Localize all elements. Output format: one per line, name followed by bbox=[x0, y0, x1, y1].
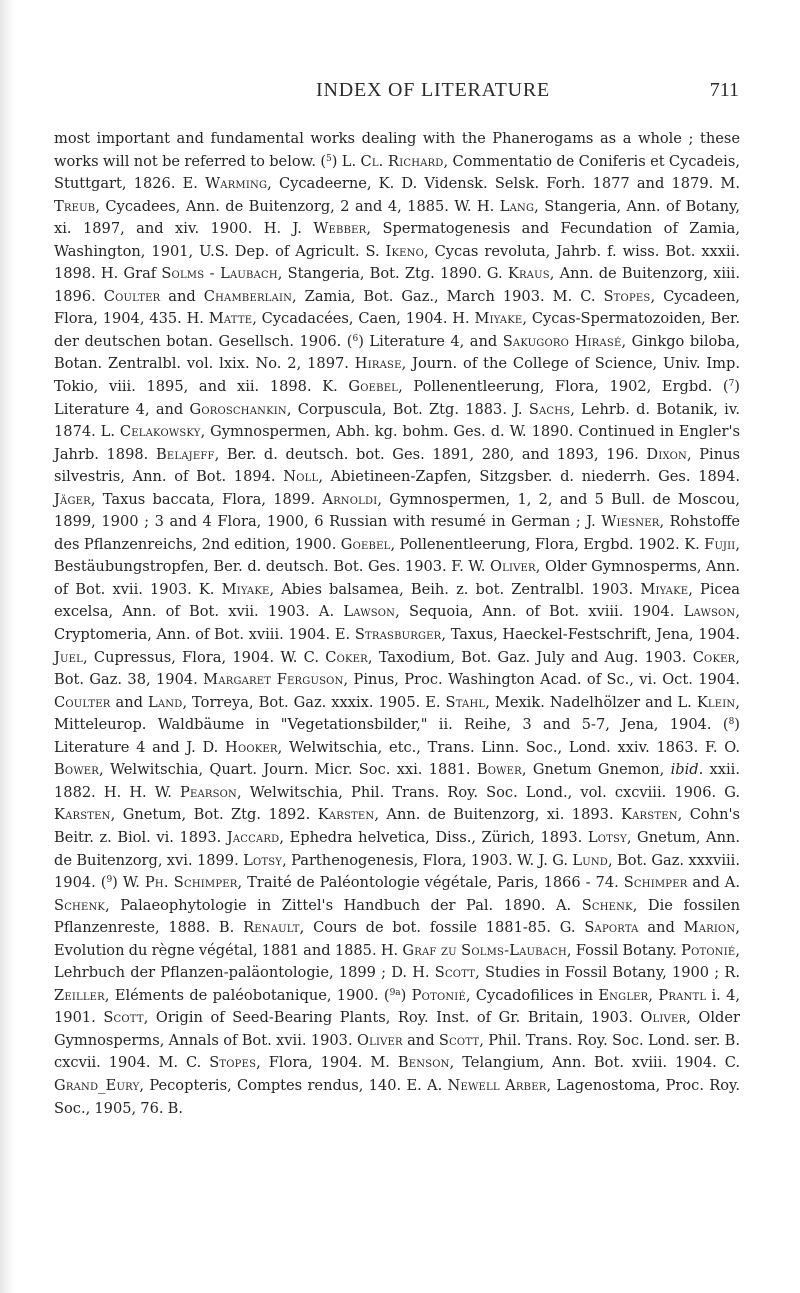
author-name: Kraus bbox=[507, 265, 550, 283]
text-run: , Pollenentleerung, Flora, Ergbd. 1902. K. bbox=[390, 535, 705, 553]
text-run: , Studies in Fossil Botany, 1900 ; R. bbox=[475, 964, 740, 982]
text-run: , Gnetum, Bot. Ztg. 1892. bbox=[110, 806, 318, 824]
author-name: Jäger bbox=[54, 490, 91, 508]
text-run: , Cours de bot. fossile 1881-85. G. bbox=[299, 919, 585, 937]
text-run: , Pollenentleerung, Flora, 1902, Ergbd. ( bbox=[398, 378, 729, 396]
author-name: Scott bbox=[438, 1031, 480, 1049]
author-name: Belajeff bbox=[155, 445, 215, 463]
text-run: and bbox=[160, 287, 204, 305]
text-run: , Taxus, Haeckel-Festschrift, Jena, 1904. bbox=[441, 626, 740, 644]
text-run: , Taxus baccata, Flora, 1899. bbox=[90, 490, 323, 508]
text-run: ) W. bbox=[112, 874, 145, 892]
author-name: Marion bbox=[683, 919, 736, 937]
text-run: , Cryptomeria, Ann. of Bot. xviii. 1904. E. bbox=[54, 603, 741, 644]
text-run: , Bot. Gaz. xxxviii. 1904. ( bbox=[54, 851, 740, 892]
author-name: Margaret Ferguson bbox=[203, 671, 344, 689]
author-name: Jaccard bbox=[226, 828, 280, 846]
text-run: , Gnetum Gnemon, bbox=[521, 761, 671, 779]
author-name: Coker bbox=[325, 648, 368, 666]
author-name: Potonié bbox=[411, 986, 466, 1004]
text-run: , Cupressus, Flora, 1904. W. C. bbox=[83, 648, 326, 666]
author-name: Stahl bbox=[445, 693, 486, 711]
author-name: Potonié bbox=[681, 941, 736, 959]
footnote-ref: 7 bbox=[728, 379, 735, 390]
author-name: Sakugoro Hirasé bbox=[502, 332, 622, 350]
text-run: , Die fossilen Pflanzenreste, 1888. B. bbox=[54, 896, 740, 937]
author-name: Scott bbox=[103, 1009, 144, 1027]
running-title: INDEX OF LITERATURE bbox=[316, 79, 551, 101]
text-run: , Lagenostoma, Proc. Roy. Soc., 1905, 76. B. bbox=[54, 1076, 740, 1117]
text-run: , Bot. Gaz. 38, 1904. bbox=[54, 648, 740, 689]
author-name: Karsten bbox=[317, 806, 375, 824]
author-name: Arnoldi bbox=[322, 490, 378, 508]
text-run: , Spermatogenesis and Fecundation of Zamia, Washington, 1901, U.S. Dep. of Agricult. S. bbox=[54, 220, 740, 260]
text-run: , Stangeria, Ann. of Botany, xi. 1897, and xiv. 1900. H. J. bbox=[54, 197, 741, 238]
text-run: , Abies balsamea, Beih. z. bot. Zentralbl. 1903. bbox=[269, 580, 641, 598]
author-name: Klein bbox=[696, 693, 736, 711]
author-name: Miyake bbox=[221, 580, 270, 598]
text-run: , Pinus silvestris, Ann. of Bot. 1894. bbox=[54, 445, 741, 486]
text-run: , Parthenogenesis, Flora, 1903. W. J. G. bbox=[282, 851, 573, 869]
text-run: , Palaeophytologie in Zittel's Handbuch der Pal. 1890. A. bbox=[105, 896, 582, 914]
text-run: , Pecopteris, Comptes rendus, 140. E. A. bbox=[139, 1076, 448, 1094]
text-run: , Zamia, Bot. Gaz., March 1903. M. C. bbox=[292, 287, 604, 305]
text-run: ) Literature 4, and bbox=[54, 378, 740, 418]
author-name: Karsten bbox=[54, 806, 111, 824]
text-run: , Ann. de Buitenzorg, xiii. 1896. bbox=[54, 265, 740, 305]
text-run: i. 4, 1901. bbox=[54, 986, 740, 1027]
author-name: Treub bbox=[54, 197, 96, 215]
text-run: , Ephedra helvetica, Diss., Zürich, 1893. bbox=[279, 828, 588, 846]
text-run: and bbox=[638, 919, 684, 937]
text-run: , Lehrb. d. Botanik, iv. 1874. L. bbox=[54, 400, 740, 441]
author-name: Hooker bbox=[225, 738, 278, 756]
text-run: and bbox=[402, 1031, 439, 1049]
author-name: Miyake bbox=[640, 580, 689, 598]
text-run: , Abietineen-Zapfen, Sitzgsber. d. niederrh. Ges. 1894. bbox=[318, 468, 740, 486]
author-name: Chamberlain bbox=[203, 287, 293, 305]
author-name: Matte bbox=[208, 310, 253, 328]
text-run: , Commentatio de Coniferis et Cycadeis, Stuttgart, 1826. E. bbox=[54, 152, 740, 193]
text-run: ) Literature 4, and bbox=[358, 332, 503, 350]
italic-text: ibid. bbox=[670, 761, 704, 779]
author-name: Schenk bbox=[581, 896, 633, 914]
author-name: Zeiller bbox=[54, 986, 105, 1004]
author-name: Ikeno bbox=[385, 242, 425, 260]
text-run: , Cycadacées, Caen, 1904. H. bbox=[252, 310, 475, 328]
author-name: Lund bbox=[572, 851, 609, 869]
author-name: Webber bbox=[313, 220, 367, 238]
text-run: , Mexik. Nadelhölzer and L. bbox=[485, 693, 697, 711]
text-run: , Ber. d. deutsch. bot. Ges. 1891, 280, and 1893, 196. bbox=[214, 445, 647, 463]
author-name: Schimper bbox=[623, 874, 688, 892]
text-run: , Gymnospermen, 1, 2, and 5 Bull. de Moscou, 1899, 1900 ; 3 and 4 Flora, 1900, 6 Russian with resumé in German ; J. bbox=[54, 490, 740, 531]
text-run: , Older Gymnosperms, Ann. of Bot. xvii. 1903. K. bbox=[54, 558, 740, 598]
author-name: Bower bbox=[476, 761, 522, 779]
text-run: , Cohn's Beitr. z. Biol. vi. 1893. bbox=[54, 806, 740, 846]
author-name: Strasburger bbox=[354, 626, 442, 644]
author-name: Lawson bbox=[683, 603, 736, 621]
footnote-ref: 9 bbox=[106, 875, 113, 886]
text-run: , Taxodium, Bot. Gaz. July and Aug. 1903. bbox=[367, 648, 693, 666]
text-run: , Cycas revoluta, Jahrb. f. wiss. Bot. xxxii. 1898. H. Graf bbox=[54, 242, 740, 283]
author-name: Fujii bbox=[704, 535, 736, 553]
author-name: Prantl bbox=[658, 986, 707, 1004]
author-name: Pearson bbox=[179, 783, 238, 801]
text-run: , Pinus, Proc. Washington Acad. of Sc., vi. Oct. 1904. bbox=[343, 671, 740, 689]
author-name: Solms - Laubach bbox=[161, 265, 278, 283]
author-name: Sachs bbox=[528, 400, 571, 418]
author-name: Lawson bbox=[343, 603, 396, 621]
author-name: Dixon bbox=[646, 445, 687, 463]
author-name: Coker bbox=[692, 648, 736, 666]
text-run: , Cycadees, Ann. de Buitenzorg, 2 and 4, 1885. W. H. bbox=[95, 197, 500, 215]
footnote-ref: 5 bbox=[326, 153, 332, 164]
footnote-ref: 6 bbox=[352, 333, 359, 344]
author-name: Goebel bbox=[348, 378, 399, 396]
author-name: Juel bbox=[54, 648, 84, 666]
text-run: , Cycadofilices in bbox=[465, 986, 599, 1004]
author-name: Grand_Eury bbox=[54, 1076, 140, 1094]
running-header bbox=[0, 79, 800, 105]
text-run: , Telangium, Ann. Bot. xviii. 1904. C. bbox=[449, 1054, 740, 1072]
author-name: Oliver bbox=[640, 1009, 687, 1027]
author-name: Goebel bbox=[340, 535, 391, 553]
text-run: , Older Gymnosperms, Annals of Bot. xvii. 1903. bbox=[54, 1009, 741, 1049]
text-run: ) L. bbox=[331, 152, 361, 170]
author-name: Celakowsky bbox=[119, 423, 201, 441]
text-run: and A. bbox=[687, 874, 740, 892]
text-run: , Gymnospermen, Abh. kg. bohm. Ges. d. W. 1890. Continued in Engler's Jahrb. 1898. bbox=[54, 423, 740, 463]
text-run: , Sequoia, Ann. of Bot. xviii. 1904. bbox=[395, 603, 684, 621]
text-run: , Cycas-Spermatozoiden, Ber. der deutschen botan. Gesellsch. 1906. ( bbox=[54, 310, 740, 350]
footnote-ref: 8 bbox=[728, 717, 735, 728]
author-name: Stopes bbox=[209, 1054, 257, 1072]
author-name: Warming bbox=[205, 175, 268, 193]
author-name: Coulter bbox=[103, 287, 161, 305]
text-run: most important and fundamental works dealing with the Phanerogams as a whole ; these works will not be referred to below. ( bbox=[54, 130, 740, 170]
page-number: 711 bbox=[709, 79, 739, 101]
author-name: Oliver bbox=[489, 558, 536, 576]
author-name: Schenk bbox=[54, 896, 106, 914]
author-name: Noll bbox=[283, 468, 319, 486]
author-name: Ph. Schimper bbox=[144, 874, 238, 892]
author-name: Renault bbox=[243, 919, 300, 937]
author-name: Goroschankin bbox=[189, 400, 287, 418]
author-name: Wiesner bbox=[601, 513, 660, 531]
author-name: Miyake bbox=[474, 310, 523, 328]
text-run: ) Literature 4 and J. D. bbox=[54, 716, 740, 756]
text-run: , Lehrbuch der Pflanzen-paläontologie, 1899 ; D. H. bbox=[54, 941, 740, 982]
text-run: , Stangeria, Bot. Ztg. 1890. G. bbox=[277, 265, 508, 283]
text-run: , Welwitschia, etc., Trans. Linn. Soc., Lond. xxiv. 1863. F. O. bbox=[277, 738, 740, 756]
author-name: Lotsy bbox=[587, 828, 627, 846]
text-run: , Phil. Trans. Roy. Soc. Lond. ser. B. cxcvii. 1904. M. C. bbox=[54, 1031, 740, 1072]
text-run: , Torreya, Bot. Gaz. xxxix. 1905. E. bbox=[182, 693, 446, 711]
author-name: Stopes bbox=[603, 287, 651, 305]
text-run: , Traité de Paléontologie végétale, Paris, 1866 - 74. bbox=[237, 874, 624, 892]
text-run: , Gnetum, Ann. de Buitenzorg, xvi. 1899. bbox=[54, 828, 741, 869]
footnote-ref: 9a bbox=[389, 987, 401, 998]
text-run: , Eléments de paléobotanique, 1900. ( bbox=[104, 986, 390, 1004]
text-run: , Picea excelsa, Ann. of Bot. xvii. 1903. A. bbox=[54, 580, 741, 621]
text-run: , Fossil Botany. bbox=[566, 941, 682, 959]
text-run: , Rohstoffe des Pflanzenreichs, 2nd edition, 1900. bbox=[54, 513, 740, 553]
text-run: , Welwitschia, Quart. Journ. Micr. Soc. xxi. 1881. bbox=[99, 761, 477, 779]
author-name: Saporta bbox=[584, 919, 639, 937]
text-run: and bbox=[110, 693, 148, 711]
text-run: , Mitteleurop. Waldbäume in "Vegetationsbilder," ii. Reihe, 3 and 5-7, Jena, 1904. ( bbox=[54, 693, 740, 734]
author-name: Cl. Richard bbox=[360, 152, 444, 170]
author-name: Coulter bbox=[54, 693, 111, 711]
author-name: Land bbox=[147, 693, 183, 711]
author-name: Oliver bbox=[356, 1031, 403, 1049]
author-name: Newell Arber bbox=[447, 1076, 547, 1094]
text-run: , Welwitschia, Phil. Trans. Roy. Soc. Lond., vol. cxcviii. 1906. G. bbox=[237, 783, 740, 801]
text-run: , Ginkgo biloba, Botan. Zentralbl. vol. lxix. No. 2, 1897. bbox=[54, 332, 740, 373]
author-name: Engler bbox=[598, 986, 649, 1004]
literature-paragraph bbox=[54, 128, 740, 1120]
text-run: xxii. 1882. H. H. W. bbox=[54, 761, 740, 801]
author-name: Benson bbox=[397, 1054, 450, 1072]
text-run: , Evolution du règne végétal, 1881 and 1885. H. bbox=[54, 919, 740, 959]
text-run: , Bestäubungstropfen, Ber. d. deutsch. Bot. Ges. 1903. F. W. bbox=[54, 535, 741, 576]
text-run: , Cycadeen, Flora, 1904, 435. H. bbox=[54, 287, 741, 328]
author-name: Graf zu Solms-Laubach bbox=[402, 941, 567, 959]
author-name: Hirase bbox=[354, 355, 402, 373]
author-name: Lotsy bbox=[243, 851, 283, 869]
text-run: , Journ. of the College of Science, Univ. Imp. Tokio, viii. 1895, and xii. 1898. K. bbox=[54, 355, 740, 396]
text-run: ) bbox=[400, 986, 412, 1004]
author-name: Scott bbox=[434, 964, 476, 982]
text-run: , bbox=[648, 986, 659, 1004]
author-name: Bower bbox=[54, 761, 100, 779]
text-run: , Cycadeerne, K. D. Vidensk. Selsk. Forh. 1877 and 1879. M. bbox=[267, 175, 740, 193]
author-name: Lang bbox=[499, 197, 535, 215]
binding-gutter-shadow bbox=[0, 0, 16, 1293]
text-run: , Corpuscula, Bot. Ztg. 1883. J. bbox=[286, 400, 529, 418]
text-run: , Origin of Seed-Bearing Plants, Roy. Inst. of Gr. Britain, 1903. bbox=[143, 1009, 641, 1027]
author-name: Karsten bbox=[621, 806, 678, 824]
text-run: , Ann. de Buitenzorg, xi. 1893. bbox=[374, 806, 622, 824]
text-run: , Flora, 1904. M. bbox=[256, 1054, 398, 1072]
